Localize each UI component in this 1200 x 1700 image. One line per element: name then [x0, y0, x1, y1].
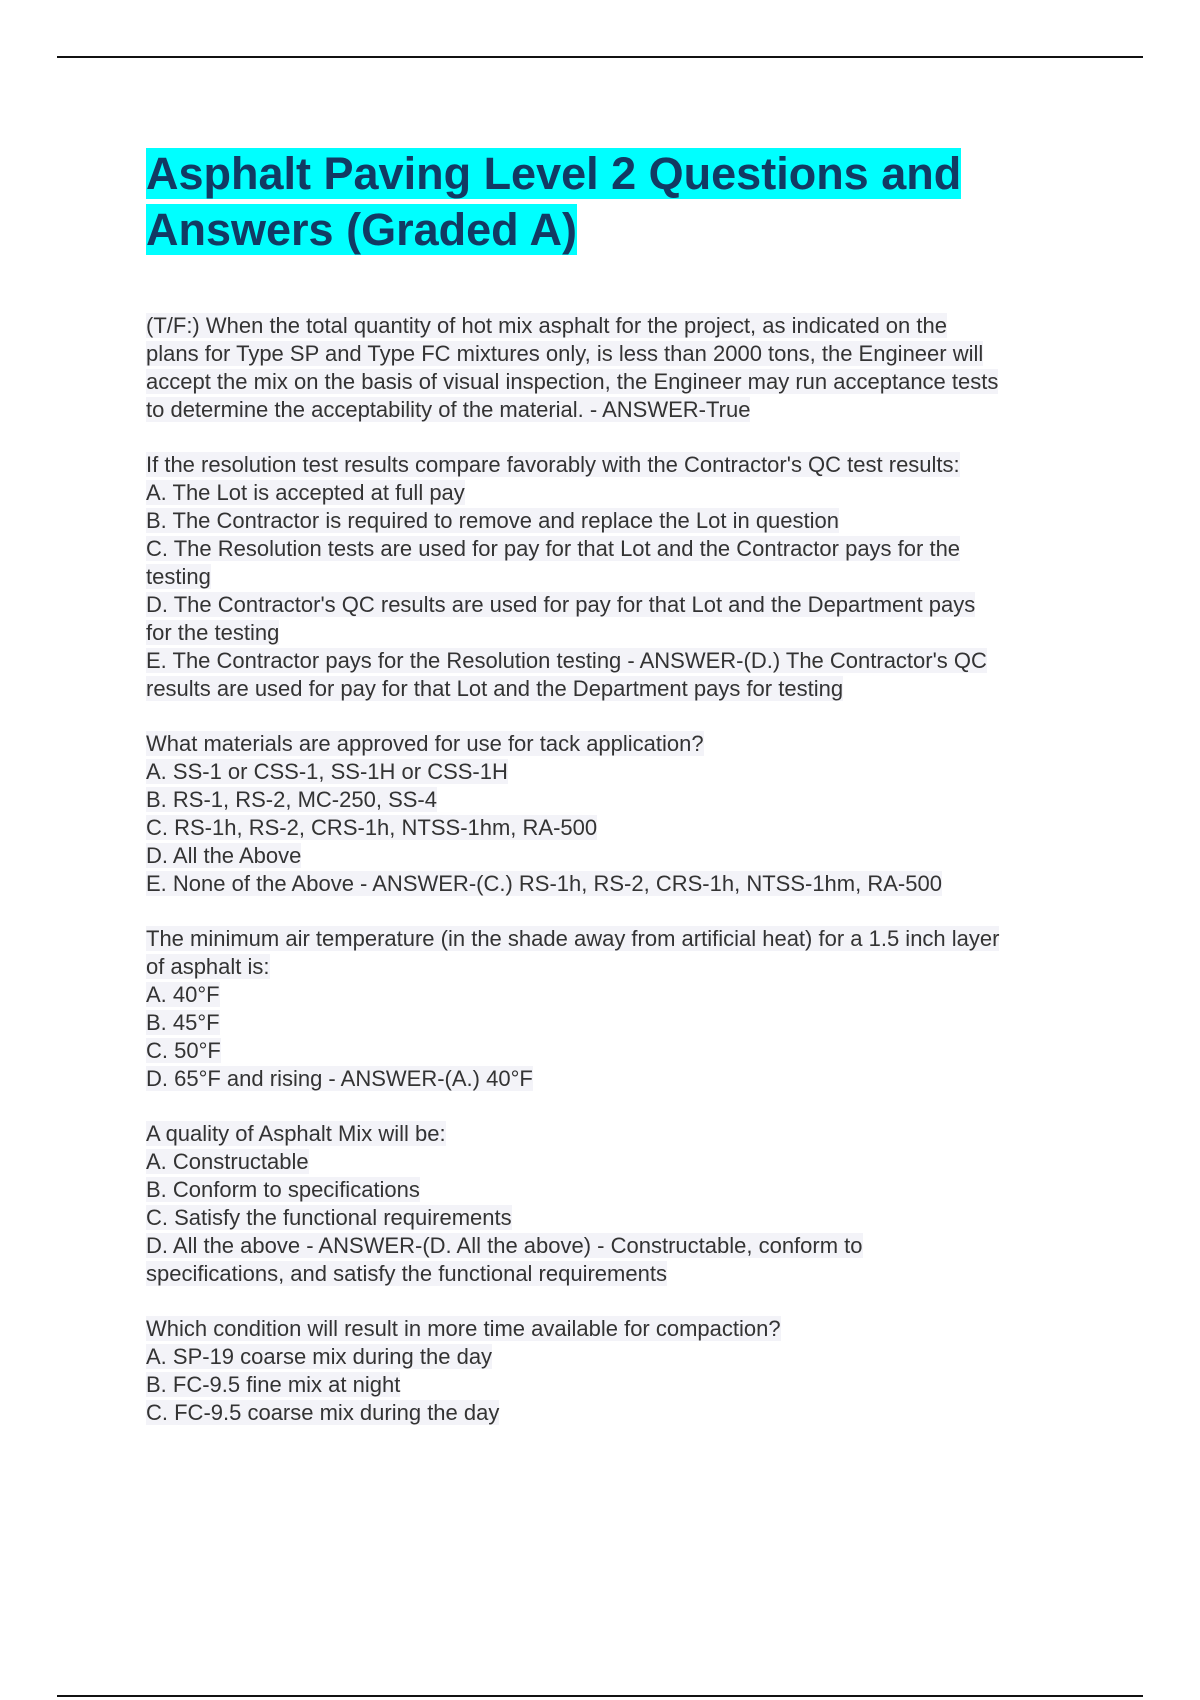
title-line-1: Asphalt Paving Level 2 Questions and — [146, 148, 962, 199]
text-line: C. RS-1h, RS-2, CRS-1h, NTSS-1hm, RA-500 — [146, 815, 598, 840]
qa-block-4 — [146, 925, 1106, 1093]
text-line: If the resolution test results compare favorably with the Contractor's QC test results: — [146, 452, 960, 477]
text-line: E. None of the Above - ANSWER-(C.) RS-1h, RS-2, CRS-1h, NTSS-1hm, RA-500 — [146, 871, 942, 896]
text-line: results are used for pay for that Lot and the Department pays for testing — [146, 676, 844, 701]
text-line: The minimum air temperature (in the shade away from artificial heat) for a 1.5 inch layer — [146, 926, 1000, 951]
text-line: accept the mix on the basis of visual inspection, the Engineer may run acceptance tests — [146, 369, 999, 394]
text-line: plans for Type SP and Type FC mixtures only, is less than 2000 tons, the Engineer will — [146, 341, 984, 366]
text-line: C. 50°F — [146, 1038, 221, 1063]
text-line: B. The Contractor is required to remove and replace the Lot in question — [146, 508, 839, 533]
text-line: A. The Lot is accepted at full pay — [146, 480, 465, 505]
text-line: (T/F:) When the total quantity of hot mix asphalt for the project, as indicated on the — [146, 313, 947, 338]
title-line-2: Answers (Graded A) — [146, 204, 577, 255]
text-line: B. RS-1, RS-2, MC-250, SS-4 — [146, 787, 437, 812]
text-line: to determine the acceptability of the material. - ANSWER-True — [146, 397, 751, 422]
text-line: C. FC-9.5 coarse mix during the day — [146, 1400, 500, 1425]
text-line: A. Constructable — [146, 1149, 309, 1174]
text-line: A. 40°F — [146, 982, 220, 1007]
text-line: A. SS-1 or CSS-1, SS-1H or CSS-1H — [146, 759, 508, 784]
text-line: B. 45°F — [146, 1010, 220, 1035]
bottom-rule — [57, 1695, 1143, 1697]
text-line: E. The Contractor pays for the Resolution testing - ANSWER-(D.) The Contractor's QC — [146, 648, 987, 673]
text-line: D. The Contractor's QC results are used for pay for that Lot and the Department pays — [146, 592, 976, 617]
text-line: What materials are approved for use for tack application? — [146, 731, 704, 756]
text-line: B. Conform to specifications — [146, 1177, 420, 1202]
document-body — [146, 312, 1106, 1454]
text-line: B. FC-9.5 fine mix at night — [146, 1372, 401, 1397]
text-line: C. The Resolution tests are used for pay for that Lot and the Contractor pays for the — [146, 536, 961, 561]
text-line: of asphalt is: — [146, 954, 270, 979]
text-line: C. Satisfy the functional requirements — [146, 1205, 512, 1230]
text-line: D. All the Above — [146, 843, 302, 868]
text-line: D. 65°F and rising - ANSWER-(A.) 40°F — [146, 1066, 533, 1091]
qa-block-5 — [146, 1120, 1106, 1288]
text-line: for the testing — [146, 620, 280, 645]
text-line: testing — [146, 564, 211, 589]
qa-block-2 — [146, 451, 1106, 703]
text-line: Which condition will result in more time available for compaction? — [146, 1316, 781, 1341]
qa-block-1 — [146, 312, 1106, 424]
document-title — [146, 146, 1086, 258]
qa-block-6 — [146, 1315, 1106, 1427]
text-line: D. All the above - ANSWER-(D. All the above) - Constructable, conform to — [146, 1233, 863, 1258]
text-line: A quality of Asphalt Mix will be: — [146, 1121, 446, 1146]
top-rule — [57, 56, 1143, 58]
text-line: A. SP-19 coarse mix during the day — [146, 1344, 493, 1369]
qa-block-3 — [146, 730, 1106, 898]
text-line: specifications, and satisfy the functional requirements — [146, 1261, 667, 1286]
